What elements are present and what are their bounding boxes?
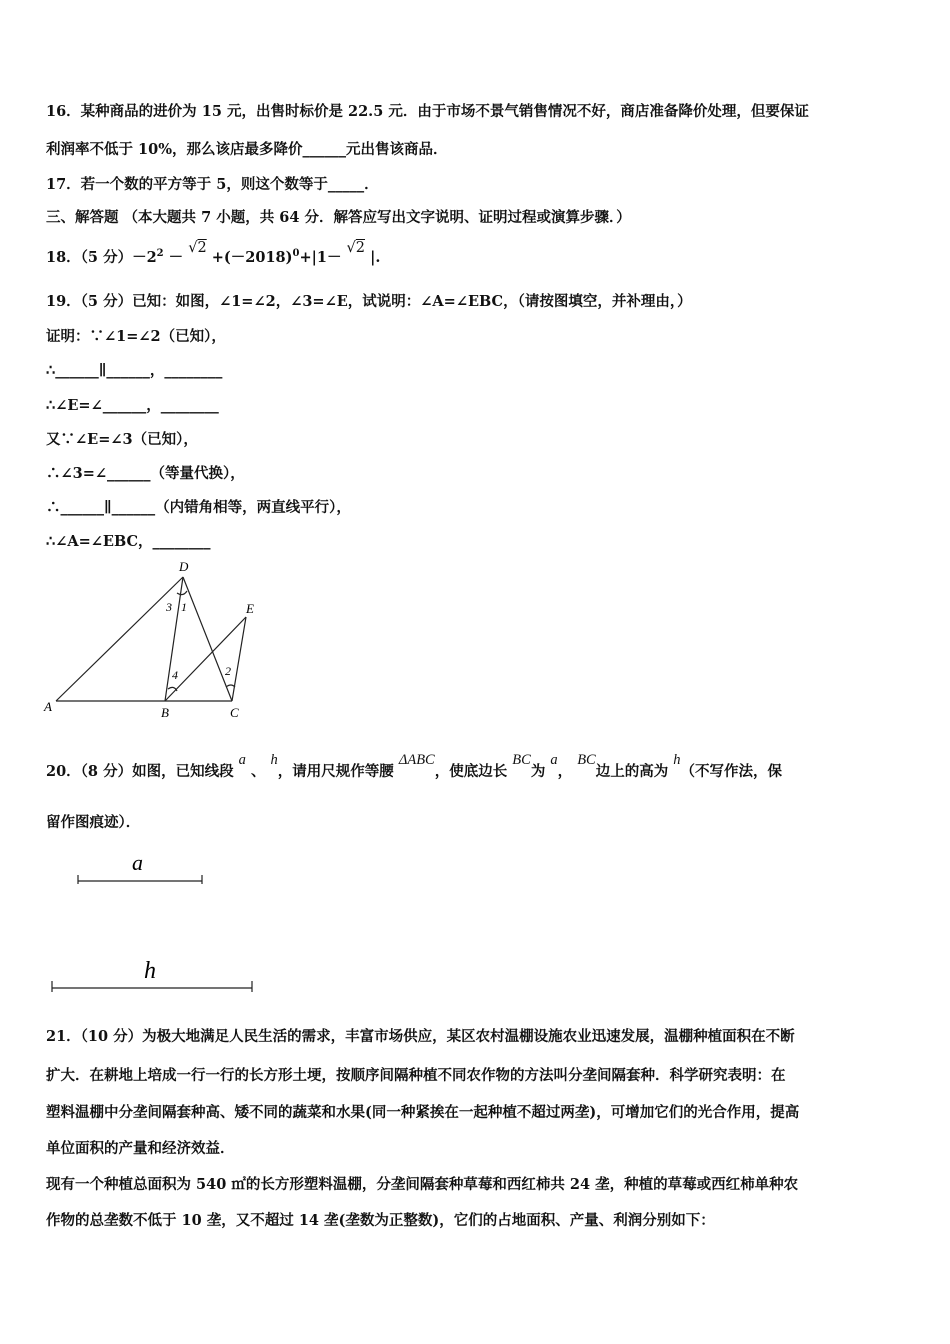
q20-p1: 20．（8 分）如图，已知线段 xyxy=(46,763,234,780)
q18-mid: +(－2018) xyxy=(206,248,293,266)
label-angle-4: 4 xyxy=(172,668,178,682)
sqrt-icon: √2 xyxy=(188,239,207,256)
segment-DB xyxy=(165,577,183,701)
q20-p3: ，使底边长 xyxy=(434,763,508,780)
angle-arc-2 xyxy=(226,685,235,687)
label-C: C xyxy=(230,705,239,720)
q20-var-h: h xyxy=(270,752,278,768)
label-E: E xyxy=(246,601,254,616)
label-angle-1: 1 xyxy=(181,600,187,614)
section-heading: 三、解答题 （本大题共 7 小题，共 64 分．解答应写出文字说明、证明过程或演算步骤．） xyxy=(46,209,631,226)
label-D: D xyxy=(179,559,189,574)
q18-end: |. xyxy=(365,248,381,266)
q20-p6: 边上的高为 xyxy=(595,763,669,780)
q21-line-3: 单位面积的产量和经济效益． xyxy=(46,1140,235,1157)
q18-exp2: 2 xyxy=(156,248,164,259)
q20-var-a2: a xyxy=(550,752,558,768)
q21-line-0: 21．（10 分）为极大地满足人民生活的需求，丰富市场供应，某区农村温棚设施农业迅速发展，温棚种植面积在不断 xyxy=(46,1028,795,1045)
q19-proof-2: ∴∠E=∠______，________ xyxy=(46,397,219,414)
q20-line1 xyxy=(46,752,783,782)
q20-line2: 留作图痕迹）． xyxy=(46,814,141,831)
q20-var-h2: h xyxy=(673,752,681,768)
q18-expression xyxy=(46,239,381,268)
angle-arc-1 xyxy=(177,591,187,595)
q20-p2: ，请用尺规作等腰 xyxy=(277,763,394,780)
q20-triangle: ΔABC xyxy=(398,752,435,768)
q21-line-4: 现有一个种植总面积为 540 ㎡的长方形塑料温棚，分垄间隔套种草莓和西红柿共 24 垄，种植的草莓或西红柿单种农 xyxy=(46,1176,799,1193)
segment-h-figure xyxy=(46,952,260,996)
q17-text: 17．若一个数的平方等于 5，则这个数等于_____． xyxy=(46,176,379,193)
sqrt-icon-2: √2 xyxy=(346,239,366,256)
label-angle-3: 3 xyxy=(166,600,172,614)
q16-line1: 16．某种商品的进价为 15 元，出售时标价是 22.5 元．由于市场不景气销售情况不好，商店准备降价处理，但要保证 xyxy=(46,103,809,120)
q19-stem: 19．（5 分）已知：如图，∠1=∠2，∠3=∠E，试说明：∠A=∠EBC，（请按图填空，并补理由，） xyxy=(46,293,692,310)
q19-proof-3: 又∵∠E=∠3（已知）， xyxy=(46,431,198,448)
q18-root1: 2 xyxy=(197,239,207,256)
q19-proof-0: 证明：∵∠1=∠2（已知）， xyxy=(46,328,226,345)
q19-geometry-figure xyxy=(40,555,280,725)
q18-root2: 2 xyxy=(355,239,366,256)
q19-proof-1: ∴______∥______，________ xyxy=(46,362,223,379)
q20-var-a: a xyxy=(238,752,246,768)
segment-a-figure xyxy=(72,848,212,888)
label-angle-2: 2 xyxy=(225,664,231,678)
q19-proof-5: ∴______∥______（内错角相等，两直线平行）， xyxy=(46,499,351,516)
q18-abs: +|1－ xyxy=(299,248,347,266)
label-A: A xyxy=(44,699,52,714)
q19-proof-6: ∴∠A=∠EBC，________ xyxy=(46,533,211,550)
q19-proof-4: ∴∠3=∠______（等量代换）， xyxy=(46,465,245,482)
label-B: B xyxy=(161,705,169,720)
q20-p5: ， xyxy=(557,763,573,780)
q18-exp0: 0 xyxy=(292,248,300,259)
q16-line2: 利润率不低于 10%，那么该店最多降价______元出售该商品． xyxy=(46,141,448,158)
q21-line-1: 扩大．在耕地上培成一行一行的长方形土埂，按顺序间隔种植不同农作物的方法叫分垄间隔套种．科学研究表明：在 xyxy=(46,1067,786,1084)
segment-AD xyxy=(56,577,183,701)
q20-p7: （不写作法，保 xyxy=(680,763,783,780)
q20-bc: BC xyxy=(512,752,531,768)
q21-line-5: 作物的总垄数不低于 10 垄，又不超过 14 垄(垄数为正整数)，它们的占地面积、产量、利润分别如下： xyxy=(46,1212,715,1229)
q20-bc2: BC xyxy=(577,752,596,768)
segment-a-label: a xyxy=(132,850,143,875)
segment-h-label: h xyxy=(144,958,156,984)
q20-p4: 为 xyxy=(530,763,546,780)
q18-prefix: 18．（5 分）－2 xyxy=(46,248,157,266)
q21-line-2: 塑料温棚中分垄间隔套种高、矮不同的蔬菜和水果(同一种紧挨在一起种植不超过两垄)，可增加它们的光合作用，提高 xyxy=(46,1104,800,1121)
q18-minus: － xyxy=(163,248,189,266)
q20-sep: 、 xyxy=(250,763,266,780)
